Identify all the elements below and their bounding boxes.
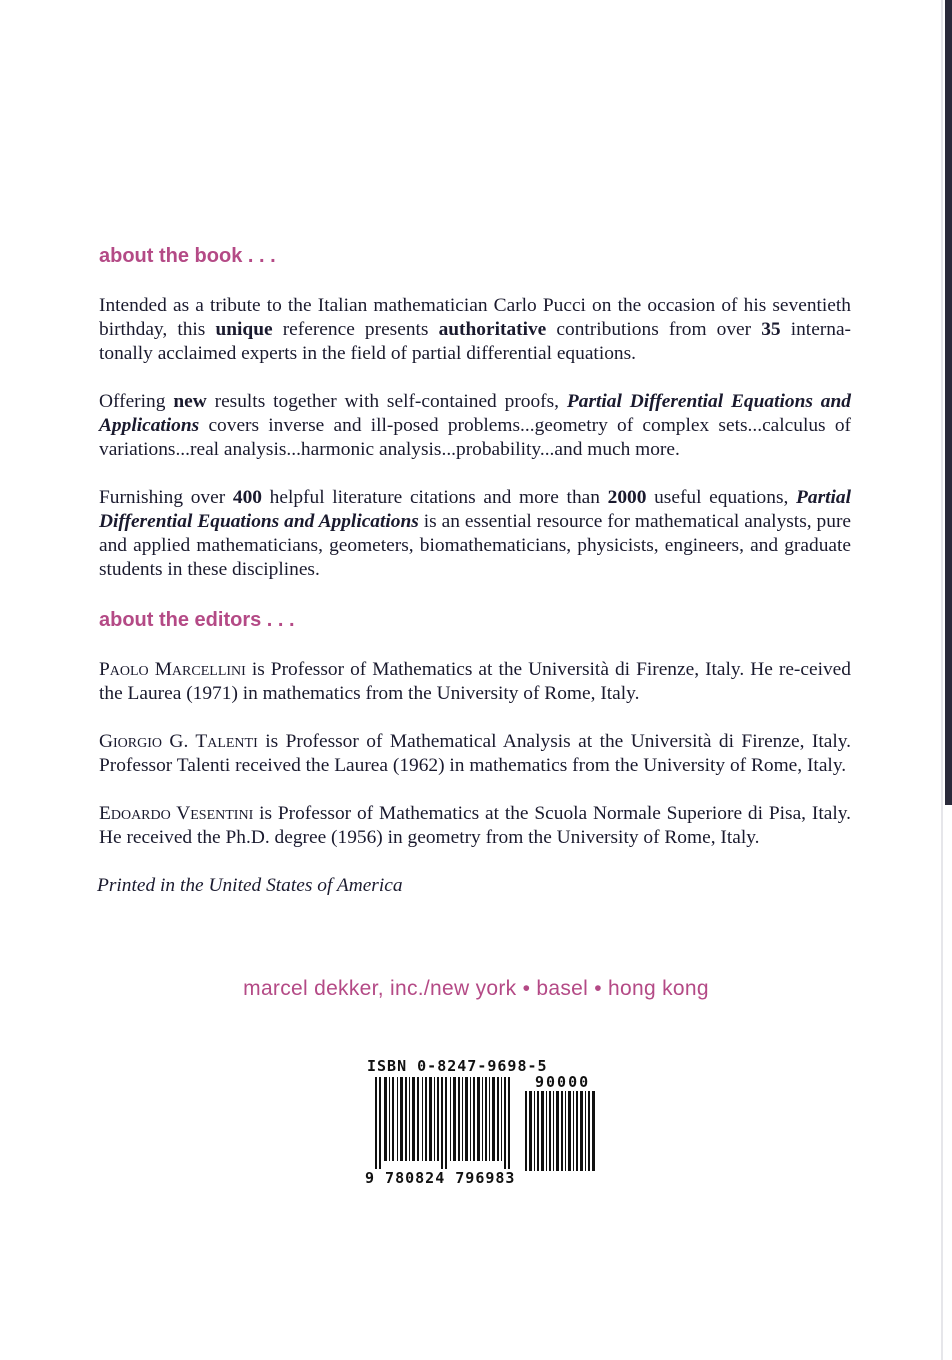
- about-book-paragraph-3: Furnishing over 400 helpful literature citations and more than 2000 useful equations, Partial Differential Equations and Applications is an essential resource for mathematical analysts, pure and applied mathematicians, geometers, biomathematicians, physicists, engineers, and graduate students in these disciplines.: [99, 487, 852, 580]
- about-book-heading: about the book . . .: [99, 245, 276, 267]
- about-book-paragraph-2: Offering new results together with self-contained proofs, Partial Differential Equations and Applications covers inverse and ill-posed problems...geometry of complex sets...calculus of variations...real analysis...harmonic analysis...probability...and much more.: [99, 391, 851, 460]
- addon-barcode-bars: [525, 1091, 597, 1171]
- editor-bio-3: Edoardo Vesentini is Professor of Mathematics at the Scuola Normale Superiore di Pisa, Italy. He received the Ph.D. degree (1956) in geometry from the University of Rome, Italy.: [99, 803, 851, 848]
- about-book-paragraph-1: Intended as a tribute to the Italian mathematician Carlo Pucci on the occasion of his seventieth birthday, this unique reference presents authoritative contributions from over 35 interna-tonally acclaimed experts in the field of partial differential equations.: [99, 295, 852, 364]
- isbn-label: ISBN 0-8247-9698-5: [367, 1057, 548, 1075]
- editor-name: Edoardo Vesentini: [99, 803, 254, 824]
- ean-barcode-bars: [375, 1077, 515, 1171]
- spine-edge-bar: [945, 0, 952, 805]
- editor-name: Paolo Marcellini: [99, 659, 246, 680]
- publisher-imprint: marcel dekker, inc./new york • basel • hong kong: [243, 977, 709, 1000]
- ean-digits: 9 780824 796983: [365, 1169, 516, 1187]
- back-cover-content: [99, 240, 851, 898]
- page-edge-line: [941, 0, 943, 1360]
- book-title: Partial Differential Equations and Applications: [99, 487, 851, 532]
- about-editors-heading: about the editors . . .: [99, 609, 295, 631]
- book-title: Partial Differential Equations and Applications: [99, 391, 851, 436]
- editor-name: Giorgio G. Talenti: [99, 731, 258, 752]
- barcode: [365, 1057, 605, 1189]
- printed-notice: Printed in the United States of America: [97, 875, 403, 896]
- addon-digits: 90000: [535, 1073, 591, 1091]
- editor-bio-2: Giorgio G. Talenti is Professor of Mathematical Analysis at the Università di Firenze, Italy. Professor Talenti received the Laurea (1962) in mathematics from the University of Rome, Italy.: [99, 731, 851, 776]
- editor-bio-1: Paolo Marcellini is Professor of Mathematics at the Università di Firenze, Italy. He re-ceived the Laurea (1971) in mathematics from the University of Rome, Italy.: [99, 659, 851, 704]
